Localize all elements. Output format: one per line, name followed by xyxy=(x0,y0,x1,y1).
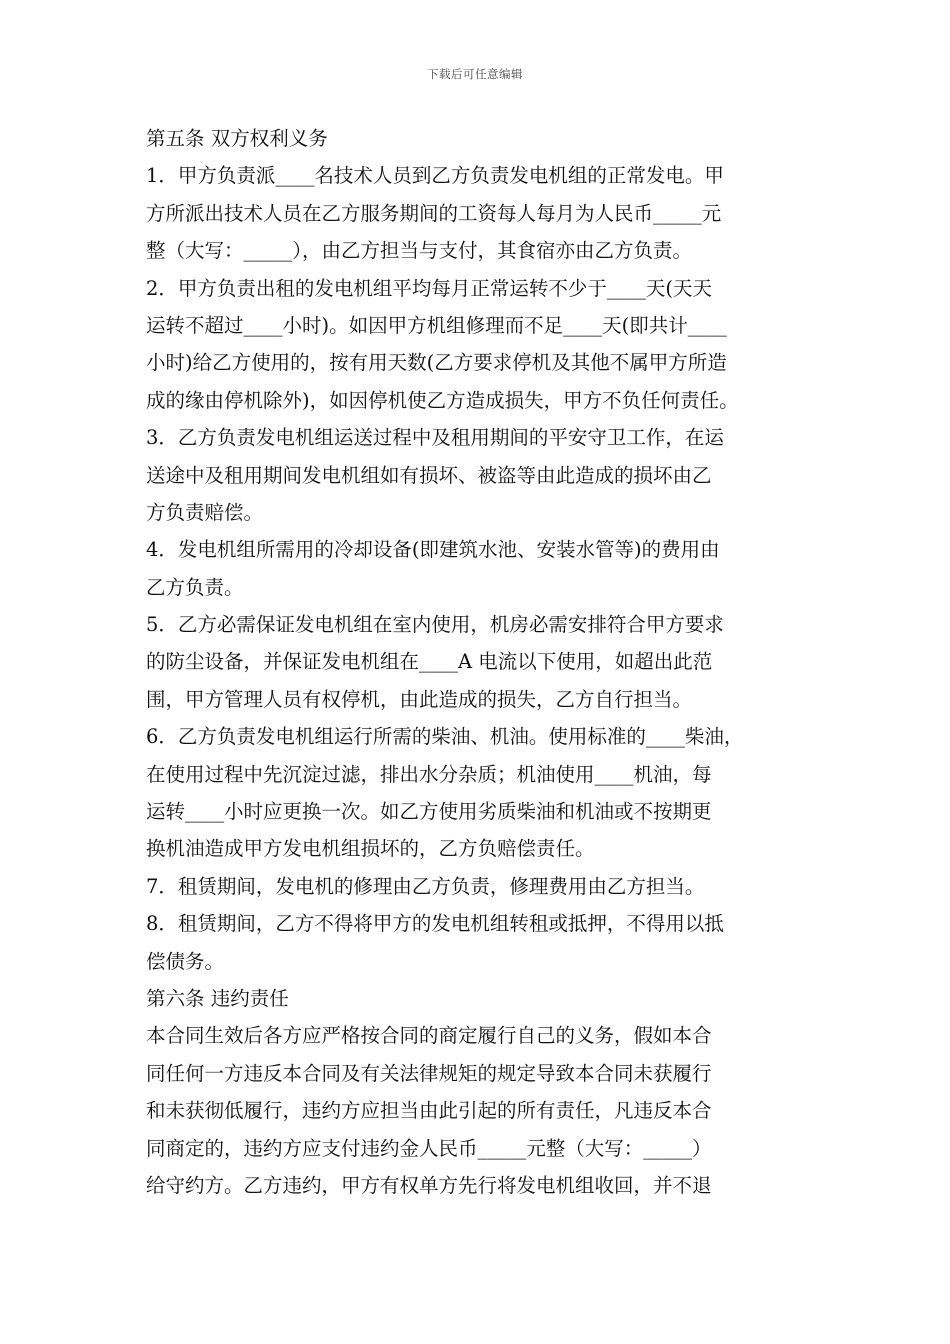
clause-6-line: 换机油造成甲方发电机组损坏的，乙方负赔偿责任。 xyxy=(146,837,595,861)
page-header-note: 下载后可任意编辑 xyxy=(427,67,523,81)
liability-paragraph-line: 和未获彻低履行，违约方应担当由此引起的所有责任，凡违反本合 xyxy=(146,1099,712,1123)
clause-8-line: 偿债务。 xyxy=(146,949,225,973)
clause-1-line: 1．甲方负责派____名技术人员到乙方负责发电机组的正常发电。甲 xyxy=(146,164,724,188)
clause-1-line: 方所派出技术人员在乙方服务期间的工资每人每月为人民币_____元 xyxy=(146,201,722,225)
section-heading-5: 第五条 双方权利义务 xyxy=(146,127,328,150)
clause-6-line: 6．乙方负责发电机组运行所需的柴油、机油。使用标准的____柴油， xyxy=(146,725,744,749)
clause-4-line: 4．发电机组所需用的冷却设备(即建筑水池、安装水管等)的费用由 xyxy=(146,538,720,562)
clause-8-line: 8．租赁期间，乙方不得将甲方的发电机组转租或抵押，不得用以抵 xyxy=(146,912,724,936)
clause-3-line: 3．乙方负责发电机组运送过程中及租用期间的平安守卫工作，在运 xyxy=(146,426,724,450)
clause-2-line: 小时)给乙方使用的，按有用天数(乙方要求停机及其他不属甲方所造 xyxy=(146,351,727,375)
clause-6-line: 运转____小时应更换一次。如乙方使用劣质柴油和机油或不按期更 xyxy=(146,800,712,824)
clause-5-line: 5．乙方必需保证发电机组在室内使用，机房必需安排符合甲方要求 xyxy=(146,613,724,637)
clause-6-line: 在使用过程中先沉淀过滤，排出水分杂质；机油使用____机油，每 xyxy=(146,762,712,786)
clause-3-line: 方负责赔偿。 xyxy=(146,500,264,524)
clause-2-line: 运转不超过____小时)。如因甲方机组修理而不足____天(即共计____ xyxy=(146,313,727,337)
document-body xyxy=(146,120,814,1204)
liability-paragraph-line: 给守约方。乙方违约，甲方有权单方先行将发电机组收回，并不退 xyxy=(146,1173,712,1197)
clause-1-line: 整（大写：_____），由乙方担当与支付，其食宿亦由乙方负责。 xyxy=(146,239,693,263)
section-heading-6: 第六条 违约责任 xyxy=(146,986,289,1010)
clause-7-line: 7．租赁期间，发电机的修理由乙方负责，修理费用由乙方担当。 xyxy=(146,874,705,898)
liability-paragraph-line: 同商定的，违约方应支付违约金人民币_____元整（大写：_____） xyxy=(146,1136,712,1160)
liability-paragraph-line: 同任何一方违反本合同及有关法律规矩的规定导致本合同未获履行 xyxy=(146,1061,712,1085)
clause-4-line: 乙方负责。 xyxy=(146,575,244,599)
clause-5-line: 的防尘设备，并保证发电机组在____A 电流以下使用，如超出此范 xyxy=(146,650,713,674)
clause-2-line: 2．甲方负责出租的发电机组平均每月正常运转不少于____天(天天 xyxy=(146,276,713,300)
clause-3-line: 送途中及租用期间发电机组如有损坏、被盗等由此造成的损坏由乙 xyxy=(146,463,712,487)
liability-paragraph-line: 本合同生效后各方应严格按合同的商定履行自己的义务，假如本合 xyxy=(146,1024,712,1048)
clause-2-line: 成的缘由停机除外)，如因停机使乙方造成损失，甲方不负任何责任。 xyxy=(146,388,739,412)
clause-5-line: 围，甲方管理人员有权停机，由此造成的损失，乙方自行担当。 xyxy=(146,687,693,711)
